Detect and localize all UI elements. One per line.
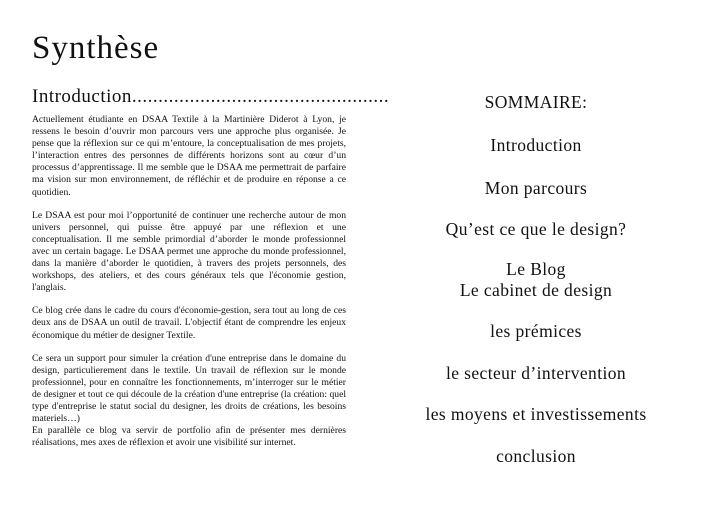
toc-item-conclusion: conclusion [496, 446, 576, 466]
intro-heading: Introduction................................................. [32, 86, 390, 107]
toc-item-moyens: les moyens et investissements [425, 404, 647, 424]
toc-item-secteur: le secteur d’intervention [445, 363, 627, 383]
toc-item-introduction: Introduction [490, 135, 582, 155]
page-title: Synthèse [32, 30, 160, 66]
toc-heading: SOMMAIRE: [484, 92, 588, 112]
intro-text-column [32, 114, 346, 449]
toc-item-parcours: Mon parcours [484, 178, 588, 198]
intro-paragraph: En parallèle ce blog va servir de portfolio afin de présenter mes dernières réalisations, mes axes de réflexion et avoir une visibilité sur internet. [32, 425, 346, 449]
toc-item-design: Qu’est ce que le design? [445, 219, 627, 239]
toc-item-premices: les prémices [490, 321, 582, 341]
intro-paragraph: Actuellement étudiante en DSAA Textile à la Martinière Diderot à Lyon, je ressens le besoin d’ouvrir mon parcours vers une approche plus organisée. Je pense que la réflexion sur ce qui m’entoure, la conceptualisation de mes projets, l’interaction entres des personnes de différents horizons sont au cœur d’un processus d’apprentissage. Il me semble que le DSAA me permettrait de parfaire ma vision sur mon environnement, de réfléchir et de produire en réponse a ce quotidien. [32, 114, 346, 198]
toc-item-blog: Le Blog [506, 259, 566, 279]
intro-paragraph: Ce sera un support pour simuler la création d'une entreprise dans le domaine du design, particulierement dans le textile. Un travail de réflexion sur le monde professionnel, pour en connaître les fonctionnements, m’interroger sur le métier de designer et tout ce qui découle de la création d'une entreprise (la création: quel type d'entreprise le statut social du designer, les droits de créations, les besoins materiels…) [32, 352, 346, 425]
intro-paragraph: Ce blog crée dans le cadre du cours d'économie-gestion, sera tout au long de ces deux ans de DSAA un outil de travail. L'objectif étant de comprendre les enjeux économique du métier de designer Textile. [32, 305, 346, 341]
toc-item-cabinet: Le cabinet de design [459, 280, 613, 300]
intro-paragraph: Le DSAA est pour moi l’opportunité de continuer une recherche autour de mon univers personnel, qui puisse être appuyé par une réflexion et une conceptualisation. Il me semble primordial d’aborder le monde professionnel avec un certain bagage. Le DSAA permet une approche du monde professionnel, dans la manière d’aborder le quotidien, à travers des projets personnels, des workshops, des ateliers, et des cours généraux tels que l'économie gestion, l'anglais. [32, 209, 346, 294]
